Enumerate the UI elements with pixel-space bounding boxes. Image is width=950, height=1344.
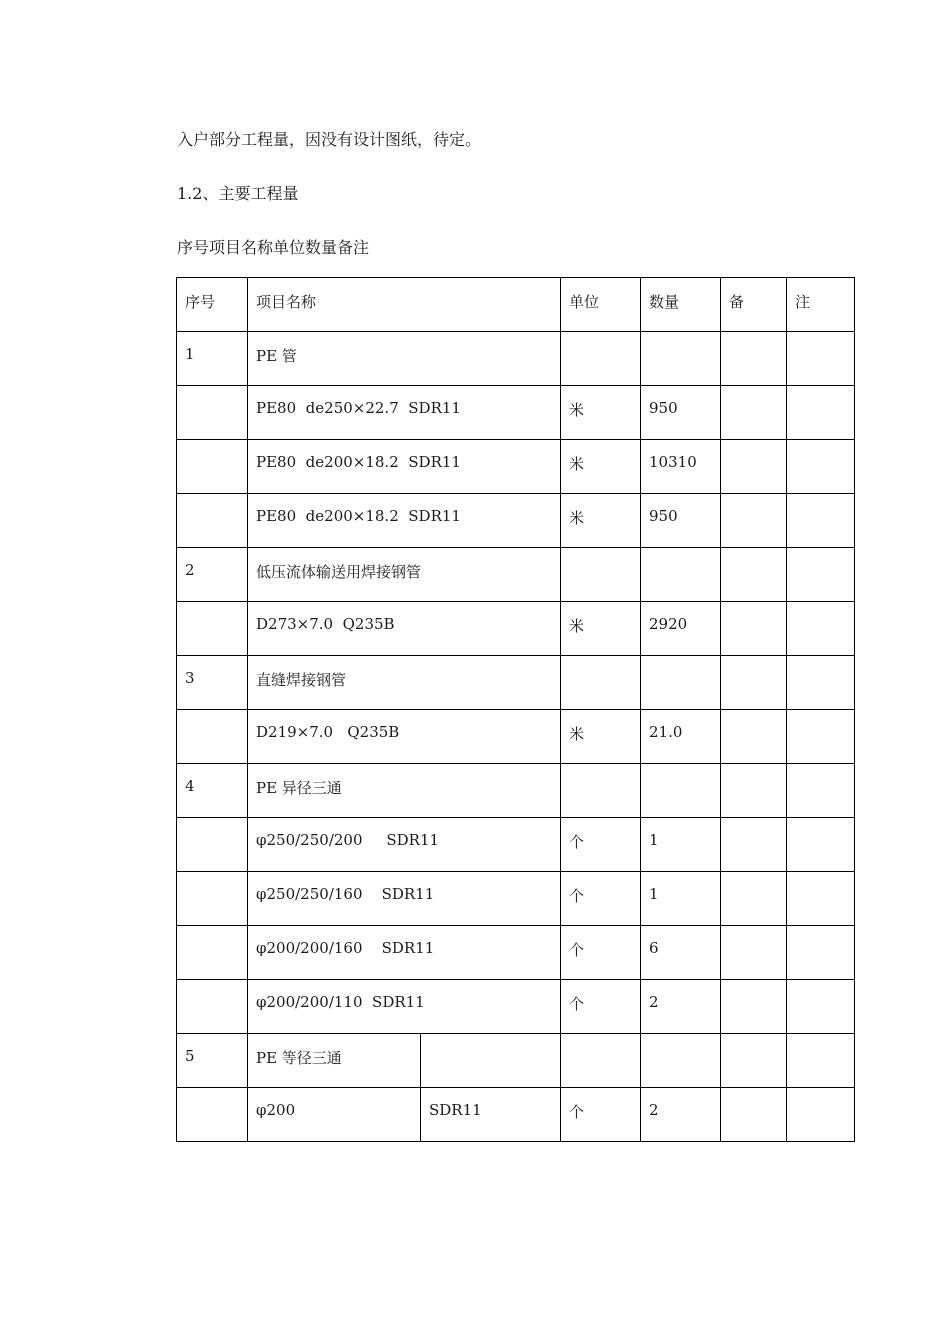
cell-name: PE 管	[248, 332, 561, 386]
cell-remark-1	[721, 656, 787, 710]
cell-remark-2	[787, 1034, 855, 1088]
table-row	[177, 926, 855, 980]
cell-no	[177, 710, 248, 764]
table-header-row	[177, 278, 855, 332]
cell-remark-1	[721, 1034, 787, 1088]
cell-qty: 2	[641, 980, 721, 1034]
table-row	[177, 1088, 855, 1142]
cell-remark-1	[721, 1088, 787, 1142]
cell-remark-2	[787, 332, 855, 386]
cell-remark-1	[721, 602, 787, 656]
cell-spec	[421, 1034, 561, 1088]
table-row	[177, 494, 855, 548]
cell-no: 2	[177, 548, 248, 602]
cell-qty	[641, 764, 721, 818]
cell-qty	[641, 656, 721, 710]
intro-paragraph: 入户部分工程量，因没有设计图纸，待定。	[177, 130, 482, 149]
cell-remark-2	[787, 602, 855, 656]
table-row	[177, 656, 855, 710]
table-row	[177, 1034, 855, 1088]
cell-remark-1	[721, 872, 787, 926]
cell-remark-2	[787, 548, 855, 602]
header-remark-1: 备	[721, 278, 787, 332]
cell-remark-1	[721, 332, 787, 386]
cell-qty: 10310	[641, 440, 721, 494]
cell-remark-1	[721, 926, 787, 980]
cell-no	[177, 602, 248, 656]
cell-unit: 个	[561, 818, 641, 872]
cell-name: φ200	[248, 1088, 421, 1142]
cell-qty	[641, 548, 721, 602]
cell-no	[177, 494, 248, 548]
cell-remark-2	[787, 926, 855, 980]
cell-unit	[561, 332, 641, 386]
cell-qty	[641, 332, 721, 386]
cell-remark-1	[721, 494, 787, 548]
cell-remark-1	[721, 818, 787, 872]
table-row	[177, 764, 855, 818]
cell-no: 4	[177, 764, 248, 818]
cell-name: 低压流体输送用焊接钢管	[248, 548, 561, 602]
cell-remark-1	[721, 980, 787, 1034]
cell-name: PE80 de250×22.7 SDR11	[248, 386, 561, 440]
cell-name: 直缝焊接钢管	[248, 656, 561, 710]
cell-remark-2	[787, 980, 855, 1034]
cell-remark-1	[721, 440, 787, 494]
cell-unit: 米	[561, 602, 641, 656]
cell-no: 1	[177, 332, 248, 386]
cell-unit: 米	[561, 494, 641, 548]
cell-unit: 个	[561, 1088, 641, 1142]
cell-unit	[561, 548, 641, 602]
header-qty: 数量	[641, 278, 721, 332]
table-row	[177, 980, 855, 1034]
cell-remark-2	[787, 440, 855, 494]
cell-unit: 个	[561, 980, 641, 1034]
header-no: 序号	[177, 278, 248, 332]
cell-name: PE80 de200×18.2 SDR11	[248, 440, 561, 494]
cell-no: 3	[177, 656, 248, 710]
cell-name: φ200/200/160 SDR11	[248, 926, 561, 980]
cell-name: D273×7.0 Q235B	[248, 602, 561, 656]
cell-remark-2	[787, 872, 855, 926]
table-row	[177, 548, 855, 602]
cell-remark-2	[787, 1088, 855, 1142]
cell-remark-2	[787, 656, 855, 710]
cell-qty: 2920	[641, 602, 721, 656]
table-row	[177, 386, 855, 440]
cell-name: φ250/250/200 SDR11	[248, 818, 561, 872]
cell-unit: 个	[561, 872, 641, 926]
cell-no: 5	[177, 1034, 248, 1088]
cell-no	[177, 818, 248, 872]
cell-unit	[561, 656, 641, 710]
cell-qty: 950	[641, 494, 721, 548]
cell-remark-1	[721, 386, 787, 440]
header-remark-2: 注	[787, 278, 855, 332]
cell-name: φ250/250/160 SDR11	[248, 872, 561, 926]
cell-unit: 米	[561, 386, 641, 440]
cell-qty: 1	[641, 872, 721, 926]
table-header-line: 序号项目名称单位数量备注	[177, 238, 370, 257]
cell-remark-2	[787, 710, 855, 764]
cell-no	[177, 440, 248, 494]
cell-qty: 21.0	[641, 710, 721, 764]
cell-qty	[641, 1034, 721, 1088]
cell-remark-2	[787, 764, 855, 818]
cell-name: PE80 de200×18.2 SDR11	[248, 494, 561, 548]
cell-no	[177, 872, 248, 926]
cell-name: D219×7.0 Q235B	[248, 710, 561, 764]
cell-qty: 950	[641, 386, 721, 440]
table-row	[177, 332, 855, 386]
cell-qty: 1	[641, 818, 721, 872]
cell-remark-2	[787, 818, 855, 872]
cell-no	[177, 1088, 248, 1142]
table-row	[177, 440, 855, 494]
cell-name: PE 等径三通	[248, 1034, 421, 1088]
cell-remark-1	[721, 764, 787, 818]
cell-name: φ200/200/110 SDR11	[248, 980, 561, 1034]
cell-qty: 2	[641, 1088, 721, 1142]
section-heading: 1.2、主要工程量	[177, 184, 299, 203]
cell-no	[177, 980, 248, 1034]
cell-qty: 6	[641, 926, 721, 980]
cell-no	[177, 926, 248, 980]
table-row	[177, 710, 855, 764]
cell-remark-1	[721, 548, 787, 602]
cell-remark-2	[787, 494, 855, 548]
cell-unit: 个	[561, 926, 641, 980]
header-name: 项目名称	[248, 278, 561, 332]
cell-unit	[561, 764, 641, 818]
cell-no	[177, 386, 248, 440]
header-unit: 单位	[561, 278, 641, 332]
cell-remark-2	[787, 386, 855, 440]
table-row	[177, 818, 855, 872]
cell-unit	[561, 1034, 641, 1088]
table-row	[177, 602, 855, 656]
cell-unit: 米	[561, 440, 641, 494]
cell-name: PE 异径三通	[248, 764, 561, 818]
quantity-table	[176, 277, 855, 1142]
cell-spec: SDR11	[421, 1088, 561, 1142]
table-row	[177, 872, 855, 926]
cell-unit: 米	[561, 710, 641, 764]
cell-remark-1	[721, 710, 787, 764]
